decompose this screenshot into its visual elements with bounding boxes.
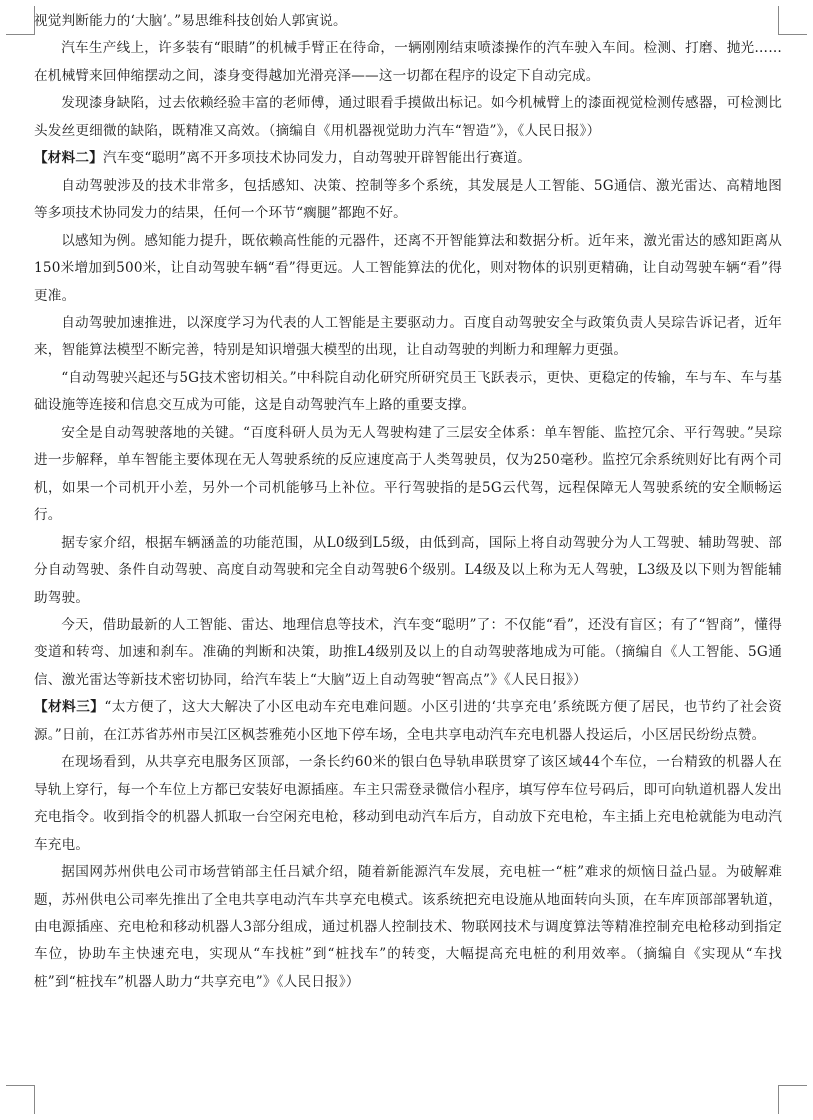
crop-mark-bottom-right	[778, 1085, 807, 1114]
paragraph: 据专家介绍，根据车辆涵盖的功能范围，从L0级到L5级，由低到高，国际上将自动驾驶分为人工驾驶、辅助驾驶、部分自动驾驶、条件自动驾驶、高度自动驾驶和完全自动驾驶6个级别。L4级及以上称为无人驾驶，L3级及以下则为智能辅助驾驶。	[34, 534, 782, 606]
paragraph: 自动驾驶涉及的技术非常多，包括感知、决策、控制等多个系统，其发展是人工智能、5G通信、激光雷达、高精地图等多项技术协同发力的结果，任何一个环节“瘸腿”都跑不好。	[34, 177, 782, 222]
paragraph: 在现场看到，从共享充电服务区顶部，一条长约60米的银白色导轨串联贯穿了该区域44个车位，一台精致的机器人在导轨上穿行，每一个车位上方都已安装好电源插座。车主只需登录微信小程序，填写停车位号码后，即可向轨道机器人发出充电指令。收到指令的机器人抓取一台空闲充电枪，移动到电动汽车后方，自动放下充电枪，车主插上充电枪就能为电动汽车充电。	[34, 754, 782, 853]
paragraph: 今天，借助最新的人工智能、雷达、地理信息等技术，汽车变“聪明”了：不仅能“看”，还没有盲区；有了“智商”，懂得变道和转弯、加速和刹车。准确的判断和决策，助推L4级别及以上的自动驾驶落地成为可能。（摘编自《人工智能、5G通信、激光雷达等新技术密切协同，给汽车装上“大脑”迈上自动驾驶“智高点”》《人民日报》）	[34, 616, 782, 688]
section-paragraph	[34, 694, 782, 749]
section-tag: 【材料三】	[34, 699, 105, 716]
section-tag: 【材料二】	[34, 150, 103, 167]
section-text: “太方便了，这大大解决了小区电动车充电难问题。小区引进的‘共享充电’系统既方便了居民，也节约了社会资源。”日前，在江苏省苏州市吴江区枫荟雅苑小区地下停车场，全电共享电动汽车充电机器人投运后，小区居民纷纷点赞。	[34, 699, 783, 743]
paragraph: 以感知为例。感知能力提升，既依赖高性能的元器件，还离不开智能算法和数据分析。近年来，激光雷达的感知距离从150米增加到500米，让自动驾驶车辆“看”得更远。人工智能算法的优化，则对物体的识别更精确，让自动驾驶车辆“看”得更准。	[34, 232, 782, 304]
paragraph: 视觉判断能力的‘大脑’。”易思维科技创始人郭寅说。	[34, 13, 347, 29]
crop-mark-top-left	[6, 6, 35, 35]
paragraph: 安全是自动驾驶落地的关键。“百度科研人员为无人驾驶构建了三层安全体系：单车智能、监控冗余、平行驾驶。”吴琮进一步解释，单车智能主要体现在无人驾驶系统的反应速度高于人类驾驶员，仅为250毫秒。监控冗余系统则好比有两个司机，如果一个司机开小差，另外一个司机能够马上补位。平行驾驶指的是5G云代驾，远程保障无人驾驶系统的安全顺畅运行。	[34, 424, 782, 524]
paragraph: 据国网苏州供电公司市场营销部主任吕斌介绍，随着新能源汽车发展，充电桩一“桩”难求的烦恼日益凸显。为破解难题，苏州供电公司率先推出了全电共享电动汽车共享充电模式。该系统把充电设施从地面转向头顶，在车库顶部部署轨道，由电源插座、充电枪和移动机器人3部分组成，通过机器人控制技术、物联网技术与调度算法等精准控制充电枪移动到指定车位，协助车主快速充电，实现从“车找桩”到“桩找车”的转变，大幅提高充电桩的利用效率。（摘编自《实现从“车找桩”到“桩找车”机器人助力“共享充电”》《人民日报》）	[34, 864, 782, 990]
crop-mark-top-right	[778, 6, 807, 35]
section-paragraph	[34, 145, 782, 172]
section-text: 汽车变“聪明”离不开多项技术协同发力，自动驾驶开辟智能出行赛道。	[102, 150, 532, 167]
paragraph: 发现漆身缺陷，过去依赖经验丰富的老师傅，通过眼看手摸做出标记。如今机械臂上的漆面视觉检测传感器，可检测比头发丝更细微的缺陷，既精准又高效。（摘编自《用机器视觉助力汽车“智造”》，《人民日报》）	[34, 95, 782, 139]
paragraph: “自动驾驶兴起还与5G技术密切相关。”中科院自动化研究所研究员王飞跃表示，更快、更稳定的传输，车与车、车与基础设施等连接和信息交互成为可能，这是自动驾驶汽车上路的重要支撑。	[34, 369, 782, 414]
paragraph: 汽车生产线上，许多装有“眼睛”的机械手臂正在待命，一辆刚刚结束喷漆操作的汽车驶入车间。检测、打磨、抛光……在机械臂来回伸缩摆动之间，漆身变得越加光滑亮泽——这一切都在程序的设定下自动完成。	[34, 40, 782, 84]
article-body	[34, 8, 782, 996]
paragraph: 自动驾驶加速推进，以深度学习为代表的人工智能是主要驱动力。百度自动驾驶安全与政策负责人吴琮告诉记者，近年来，智能算法模型不断完善，特别是知识增强大模型的出现，让自动驾驶的判断力和理解力更强。	[34, 314, 782, 359]
crop-mark-bottom-left	[6, 1085, 35, 1114]
